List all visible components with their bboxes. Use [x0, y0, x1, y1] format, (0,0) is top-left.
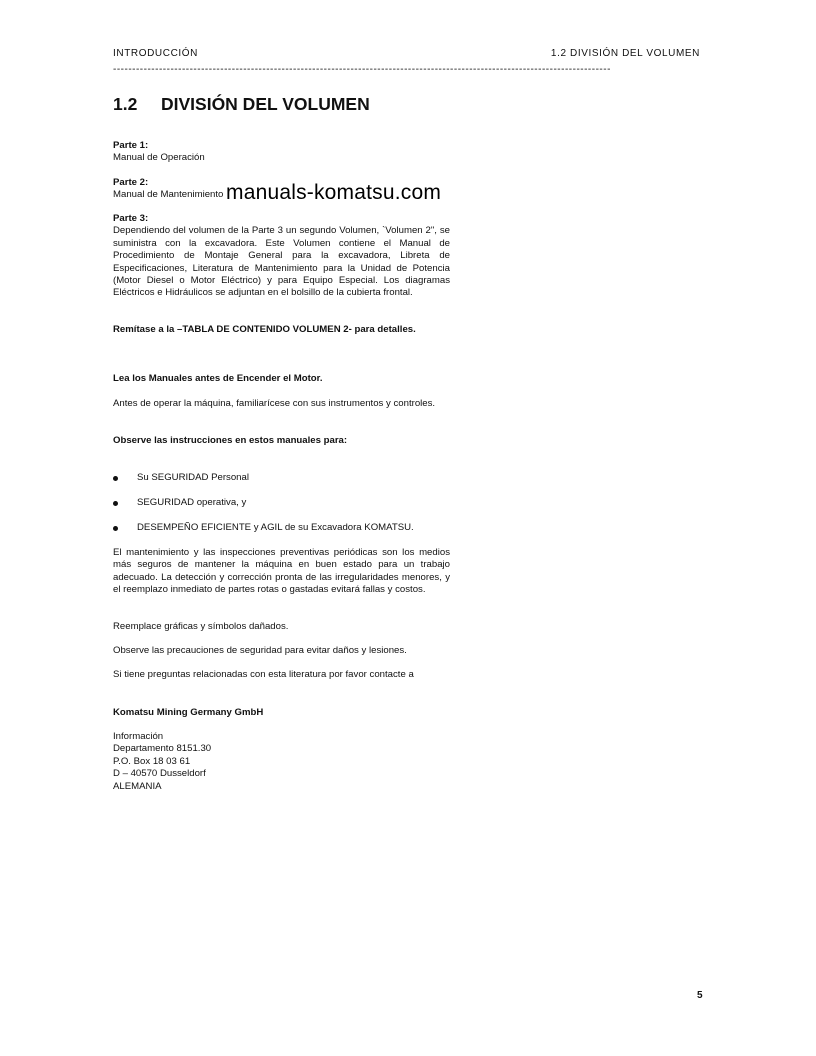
bullet-dot-icon — [113, 476, 118, 481]
address-line: P.O. Box 18 03 61 — [113, 755, 191, 767]
bullet-text: Su SEGURIDAD Personal — [137, 472, 249, 483]
toc-note: Remítase a la –TABLA DE CONTENIDO VOLUMEN 2- para detalles. — [113, 324, 416, 335]
bullet-text: SEGURIDAD operativa, y — [137, 497, 247, 508]
part-2-heading: Parte 2: — [113, 177, 149, 188]
replace-paragraph: Reemplace gráficas y símbolos dañados. — [113, 621, 289, 632]
watermark: manuals-komatsu.com — [226, 181, 442, 204]
read-manuals-body: Antes de operar la máquina, familiarícese con sus instrumentos y controles. — [113, 398, 436, 409]
address-line: Información — [113, 731, 164, 742]
address-line: Departamento 8151.30 — [113, 743, 212, 755]
address-block — [113, 731, 450, 793]
address-line: D – 40570 Dusseldorf — [113, 768, 206, 780]
bullet-dot-icon — [113, 501, 118, 506]
section-number: 1.2 — [113, 94, 138, 114]
read-manuals-heading: Lea los Manuales antes de Encender el Motor. — [113, 373, 323, 384]
precautions-paragraph: Observe las precauciones de seguridad para evitar daños y lesiones. — [113, 645, 407, 656]
contact-paragraph: Si tiene preguntas relacionadas con esta literatura por favor contacte a — [113, 669, 414, 680]
bullet-text: DESEMPEÑO EFICIENTE y AGIL de su Excavadora KOMATSU. — [137, 522, 414, 533]
section-title: DIVISIÓN DEL VOLUMEN — [161, 94, 370, 114]
part-1-heading: Parte 1: — [113, 140, 149, 151]
page-number: 5 — [697, 990, 703, 1001]
bullet-dot-icon — [113, 526, 118, 531]
header-chapter-label: 1.2 DIVISIÓN DEL VOLUMEN — [550, 48, 700, 59]
part-3-body: Dependiendo del volumen de la Parte 3 un segundo Volumen, `Volumen 2", se suministra con la excavadora. Este Volumen contiene el Manual de Procedimiento de Montaje General para la excavadora, Libreta de Especificaciones, Literatura de Mantenimiento para la Unidad de Potencia (Motor Diesel o Motor Eléctrico) y para Equipo Especial. Los diagramas Eléctricos e Hidráulicos se adjuntan en el bolsillo de la cubierta frontal. — [113, 225, 450, 299]
part-3-heading: Parte 3: — [113, 213, 149, 224]
part-1-body: Manual de Operación — [113, 152, 205, 164]
page-title — [113, 94, 370, 115]
maintenance-paragraph: El mantenimiento y las inspecciones preventivas periódicas son los medios más seguros de mantener la máquina en buen estado para un trabajo adecuado. La detección y corrección pronta de las irregularidades menores, y el reemplazo inmediato de partes rotas o gastadas evitará fallas y costos. — [113, 547, 450, 596]
address-line: ALEMANIA — [113, 780, 162, 792]
part-3 — [113, 213, 450, 300]
company-name: Komatsu Mining Germany GmbH — [113, 707, 264, 718]
observe-heading: Observe las instrucciones en estos manuales para: — [113, 435, 348, 446]
header-dashed-rule: ---------------------------------------------------------------------------------------------------------------------------------- — [113, 64, 611, 75]
part-1 — [113, 140, 450, 165]
part-2-body: Manual de Mantenimiento — [113, 189, 224, 201]
header-section-label: INTRODUCCIÓN — [113, 48, 198, 59]
